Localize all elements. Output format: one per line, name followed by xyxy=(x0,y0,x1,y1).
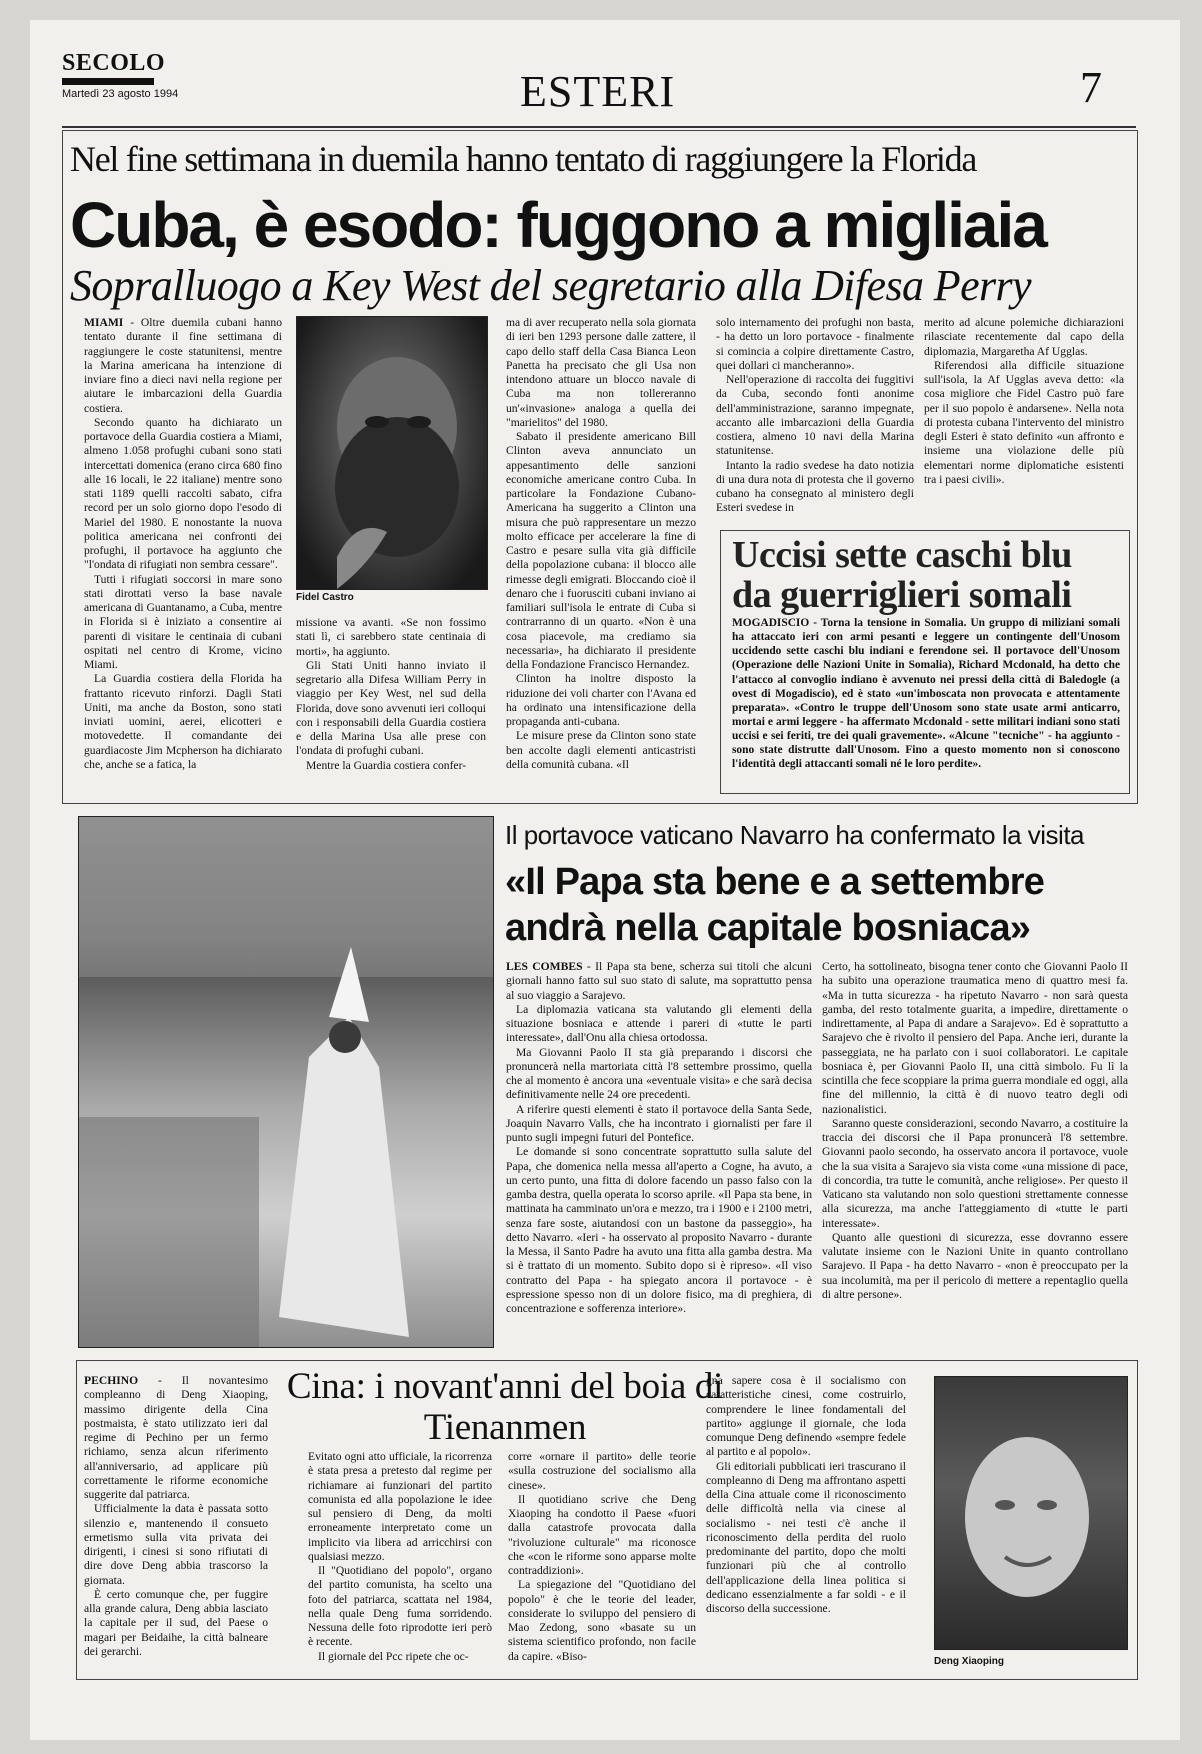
fidel-castro-caption: Fidel Castro xyxy=(296,592,354,603)
pope-headline: «Il Papa sta bene e a settembre andrà nella capitale bosniaca» xyxy=(505,861,1045,949)
cuba-column-3 xyxy=(506,316,696,794)
cuba-column-1 xyxy=(84,316,282,794)
cina-column-1 xyxy=(84,1374,268,1674)
cuba-paragraph: missione va avanti. «Se non fossimo stati lì, ci sarebbero state centinaia di morti», ha aggiunto. xyxy=(296,616,486,658)
somalia-headline-line-1: Uccisi sette caschi blu xyxy=(732,534,1072,576)
cuba-kicker: Nel fine settimana in duemila hanno tentato di raggiungere la Florida xyxy=(70,139,976,179)
cuba-paragraph: La Guardia costiera della Florida ha frattanto ricevuto rinforzi. Dagli Stati Uniti, ma anche da Boston, sono stati inviati uomini, aerei, elicotteri e motovedette. Il comandante dei guardiacoste Jim Mcpherson ha dichiarato che, anche se a fatica, la xyxy=(84,672,282,771)
cuba-column-5 xyxy=(924,316,1124,530)
pope-paragraph: Le domande si sono concentrate soprattutto sulla salute del Papa, che domenica nella messa all'aperto a Cogne, ha avuto, a un certo punto, una fitta di dolore facendo un passo falso con la gamba destra, quella operata lo scorso aprile. «Il Papa sta bene, in mattinata ha camminato un'ora e mezzo, tra i 1900 e i 2100 metri, senza fare soste, aiutandosi con un bastone da passeggio», ha detto Navarro. «Ieri - ha osservato al proposito Navarro - durante la Messa, il Santo Padre ha avuto una fitta alla gamba destra. Ma si è trattato di un momento. Subito dopo si è ripreso». «Il viso contratto del Papa - ha spiegato ancora il portavoce - è espressione spesso non di un dolore fisico, ma di preghiera, di concentrazione e sofferenza interiore». xyxy=(506,1145,812,1315)
cina-paragraph: Ufficialmente la data è passata sotto silenzio e, mantenendo il consueto ermetismo sulla vita privata dei dirigenti, i cinesi si sono rifiutati di dire dove Deng abbia trascorso la giornata. xyxy=(84,1502,268,1587)
somalia-text: - Torna la tensione in Somalia. Un gruppo di miliziani somali ha attaccato ieri con armi pesanti e leggere un contingente dell'Unosom uccidendo sette caschi blu indiani e ferendone sei. Il portavoce dell'Unosom (Operazione delle Nazioni Unite in Somalia), Richard Mcdonald, ha detto che l'attacco al convoglio indiano è avvenuto nei pressi della città di Baledogle (a ovest di Mogadiscio), ed è stato «un'imboscata non provocata e attentamente preparata». «Contro le truppe dell'Unosom sono state usate armi anticarro, mortai e armi leggere - ha affermato Mcdonald - sette militari indiani sono stati uccisi e sei feriti, tre dei quali gravemente». «Alcune "tecniche" - ha aggiunto - sono state distrutte dall'Unosom. Fino a questo momento non si conoscono l'identità degli attaccanti somali né le loro perdite». xyxy=(732,617,1120,771)
cina-paragraph: - Il novantesimo compleanno di Deng Xiaoping, massimo dirigente della Cina postmaista, è stato utilizzato ieri dal regime di Pechino per un fermo richiamo, senza alcun riferimento all'anniversario, ad applicare più correttamente le riforme economiche suggerite dal patriarca. xyxy=(84,1374,268,1501)
pope-paragraph: - Il Papa sta bene, scherza sui titoli che alcuni giornali hanno fatto sul suo stato di salute, ma soprattutto pensa al suo viaggio a Sarajevo. xyxy=(506,960,812,1002)
cina-paragraph: Evitato ogni atto ufficiale, la ricorrenza è stata presa a pretesto dal regime per richiamare ai funzionari del partito comunista ed alla popolazione le idee sul pensiero di Deng, da molti erroneamente interpretato come un implicito via libera ad arricchirsi con qualsiasi mezzo. xyxy=(308,1450,492,1563)
cuba-paragraph: Riferendosi alla difficile situazione sull'isola, la Af Ugglas aveva detto: «la cosa migliore che Fidel Castro può fare per il suo popolo è andarsene». Nella nota di protesta cubana l'intervento del ministro degli Esteri è stato definito «un affronto e insieme una violazione delle più elementari norme diplomatiche esistenti tra i paesi civili». xyxy=(924,358,1124,486)
cuba-column-2 xyxy=(296,616,486,794)
cuba-paragraph: - Oltre duemila cubani hanno tentato durante il fine settimana di raggiungere le coste statunitensi, mentre la Marina americana ha intenzione di inviare fino a dieci navi nella regione per aiutare le imbarcazioni della Guardia costiera. xyxy=(84,316,282,415)
pope-paragraph: Quanto alle questioni di sicurezza, esse dovranno essere valutate insieme con le Nazioni Unite in quanto controllano Sarajevo. Il Papa - ha detto Navarro - «non è preoccupato per la sua incolumità, ma per il pericolo di mettere a repentaglio quella di altre persone». xyxy=(822,1230,1128,1301)
page-number: 7 xyxy=(1080,63,1102,112)
somalia-dateline: MOGADISCIO xyxy=(732,617,810,629)
cuba-paragraph: Tutti i rifugiati soccorsi in mare sono stati dirottati verso la base navale americana di Guantanamo, a Cuba, mentre in Florida si è iniziato a consentire ai parenti di visitare le centinaia di cubani ospitati nel centro di Krome, vicino Miami. xyxy=(84,572,282,671)
pope-column-2 xyxy=(822,960,1128,1352)
cina-headline: Cina: i novant'anni del boia di Tienanmen xyxy=(286,1366,724,1449)
deng-xiaoping-caption: Deng Xiaoping xyxy=(934,1656,1004,1667)
cuba-subheadline: Sopralluogo a Key West del segretario alla Difesa Perry xyxy=(70,261,1031,310)
cina-column-2 xyxy=(308,1450,492,1674)
header-divider xyxy=(62,126,1136,128)
cina-paragraph: La spiegazione del "Quotidiano del popolo" è che le teorie del leader, considerate lo sviluppo del pensiero di Mao Zedong, sono «basate su un sistema scientifico profondo, non facile da capire. «Biso- xyxy=(508,1578,696,1663)
pope-paragraph: La diplomazia vaticana sta valutando gli elementi della situazione bosniaca e attende i pareri di «tutte le parti interessate», dall'Onu alla chiesa ortodossa. xyxy=(506,1002,812,1045)
cuba-dateline: MIAMI xyxy=(84,316,124,329)
pope-paragraph: Certo, ha sottolineato, bisogna tener conto che Giovanni Paolo II ha subito una operazione traumatica meno di quattro mesi fa. «Ma in tutta sicurezza - ha ripetuto Navarro - non sarà questa gamba, del resto totalmente guarita, a impedire, direttamente o indirettamente, al Papa di andare a Sarajevo». Ed è soprattutto a Sarajevo che è rivolto il pensiero del Papa. Anche ieri, durante la passeggiata, ne ha parlato con i suoi collaboratori. Le capitale bosniaca è, per Giovanni Paolo II, una città simbolo. Fu lì la scintilla che fece scoppiare la prima guerra mondiale ed oggi, alla fine del millennio, la città è di nuovo teatro degli odi nazionalistici. xyxy=(822,960,1128,1116)
cina-paragraph: Il "Quotidiano del popolo", organo del partito comunista, ha scelto una foto del patriarca, scattata nel 1984, nella quale Deng fuma sorridendo. Nessuna delle foto riprodotte ieri però è recente. xyxy=(308,1564,492,1649)
cuba-column-4 xyxy=(716,316,914,530)
section-title: ESTERI xyxy=(520,67,676,116)
cuba-paragraph: Le misure prese da Clinton sono state ben accolte dagli elementi anticastristi della comunità cubana. «Il xyxy=(506,729,696,771)
cuba-paragraph: merito ad alcune polemiche dichiarazioni rilasciate recentemente dal capo della diplomazia, Margaretha Af Ugglas. xyxy=(924,316,1124,358)
pope-kicker: Il portavoce vaticano Navarro ha confermato la visita xyxy=(505,820,1085,850)
masthead-logo: SECOLO xyxy=(62,50,166,76)
pope-column-1 xyxy=(506,960,812,1352)
cina-column-3 xyxy=(508,1450,696,1674)
cina-paragraph: Il quotidiano scrive che Deng Xiaoping ha condotto il Paese «fuori dalla catastrofe provocata dalla "rivoluzione culturale" ma riconosce che «con le riforme sono apparse molte contraddizioni». xyxy=(508,1492,696,1577)
cina-dateline: PECHINO xyxy=(84,1374,139,1387)
cina-column-4 xyxy=(706,1374,906,1674)
fidel-castro-photo xyxy=(296,316,488,590)
cuba-paragraph: ma di aver recuperato nella sola giornata di ieri ben 1293 persone dalle zattere, il capo dello staff della Casa Bianca Leon Panetta ha precisato che gli Usa non intendono attuare un blocco navale di Cuba ma non tollereranno un'«invasione» analoga a quella dei "marielitos" del 1980. xyxy=(506,316,696,429)
cuba-paragraph: Gli Stati Uniti hanno inviato il segretario alla Difesa William Perry in viaggio per Key West, nel sud della Florida, dove sono avvenuti ieri colloqui con i responsabili della Guardia costiera e della Marina Usa alle prese con l'ondata di profughi cubani. xyxy=(296,658,486,758)
cina-paragraph: Il giornale del Pcc ripete che oc- xyxy=(318,1649,469,1663)
somalia-headline xyxy=(732,536,1132,616)
pope-paragraph: Saranno queste considerazioni, secondo Navarro, a costituire la traccia dei discorsi che il Papa pronuncerà l'8 settembre. Giovanni paolo secondo, ha osservato ancora il portavoce, vuole che la sua visita a Sarajevo sia vista come «una missione di pace, di concordia, tra tutte le comunità, anche religiose». Per questo il Vaticano sta valutando non solo questioni strettamente connesse alla sicurezza, ma anche l'atteggiamento di «tutte le parti interessate». xyxy=(822,1116,1128,1230)
cuba-paragraph: Intanto la radio svedese ha dato notizia di una dura nota di protesta che il governo cubano ha consegnato al ministero degli Esteri svedese in xyxy=(716,458,914,515)
cuba-paragraph: Secondo quanto ha dichiarato un portavoce della Guardia costiera a Miami, almeno 1.058 profughi cubani sono stati intercettati domenica (erano circa 680 fino alle 16 locali, le 22 italiane) mentre sono stati 1189 quelli raccolti sabato, cifra record per un solo giorno dopo l'esodo di Mariel del 1980. E nonostante la nuova politica americana nei confronti dei profughi, il portavoce ha aggiunto che "l'ondata di rifugiati non sembra cessare". xyxy=(84,415,282,572)
cuba-headline: Cuba, è esodo: fuggono a migliaia xyxy=(70,189,1046,261)
cuba-paragraph: Mentre la Guardia costiera confer- xyxy=(306,758,467,772)
masthead-rule xyxy=(62,78,154,85)
issue-date: Martedì 23 agosto 1994 xyxy=(62,88,179,100)
pope-paragraph: A riferire questi elementi è stato il portavoce della Santa Sede, Joaquin Navarro Valls, che ha incontrato i giornalisti per fare il punto sugli impegni futuri del Pontefice. xyxy=(506,1102,812,1144)
cina-paragraph: corre «ornare il partito» delle teorie «sulla costruzione del socialismo alla cinese». xyxy=(508,1450,696,1492)
cuba-paragraph: solo internamento dei profughi non basta, - ha detto un loro portavoce - finalmente si comincia a colpire direttamente Castro, quei dollari ci mancheranno». xyxy=(716,316,914,372)
pope-crowd-photo xyxy=(78,816,494,1348)
cuba-paragraph: Clinton ha inoltre disposto la riduzione dei voli charter con l'Avana ed ha ordinato una intensificazione della propaganda anti-cubana. xyxy=(506,672,696,728)
cuba-paragraph: Nell'operazione di raccolta dei fuggitivi da Cuba, secondo fonti anonime dell'amministrazione, saranno impegnate, accanto alle imbarcazioni della Guardia costiera, almeno 10 navi della Marina statunitense. xyxy=(716,373,914,458)
cina-paragraph: È certo comunque che, per fuggire alla grande calura, Deng abbia lasciato la capitale per il sud, del Paese o magari per Beidaihe, la città balneare dei gerarchi. xyxy=(84,1587,268,1658)
cuba-paragraph: Sabato il presidente americano Bill Clinton aveva annunciato un appesantimento delle sanzioni economiche americane contro Cuba. In particolare la Fondazione Cubano-Americana ha suggerito a Clinton una misura che può rappresentare un mezzo molto efficace per accelerare la fine di Castro e pesare sulla vita già difficile della popolazione cubana: il blocco alle rimesse degli emigrati. Bloccando cioè il denaro che i fuorusciti cubani inviano ai familiari sull'isola le entrate di Cuba si contrarranno di un quarto. «Non è una cosa piacevole, ma crediamo sia necessaria», ha dichiarato il presidente della Fondazione Francisco Hernandez. xyxy=(506,430,696,671)
cina-paragraph: gna sapere cosa è il socialismo con caratteristiche cinesi, come costruirlo, comprendere le linee fondamentali del partito» aggiunge il giornale, che loda comunque Deng definendo «sempre fedele al partito e al popolo». xyxy=(706,1374,906,1459)
somalia-headline-line-2: da guerriglieri somali xyxy=(732,573,1072,616)
pope-paragraph: Ma Giovanni Paolo II sta già preparando i discorsi che pronuncerà nella martoriata città l'8 settembre prossimo, quella che al momento è ancora una «eventuale visita» e che sarà decisa definitivamente nelle 24 ore precedenti. xyxy=(506,1045,812,1102)
somalia-body xyxy=(732,616,1120,788)
cina-paragraph: Gli editoriali pubblicati ieri trascurano il compleanno di Deng ma affrontano aspetti della Cina attuale come il riconoscimento delle difficoltà nella via cinese al socialismo - nei testi c'è anche il riconoscimento della perdita del ruolo predominante del partito, dopo che molti funzionari più che al controllo dell'applicazione della linea politica si dedicano essenzialmente a far soldi - e il discorso della successione. xyxy=(706,1459,906,1615)
deng-xiaoping-photo xyxy=(934,1376,1128,1650)
pope-dateline: LES COMBES xyxy=(506,960,583,973)
